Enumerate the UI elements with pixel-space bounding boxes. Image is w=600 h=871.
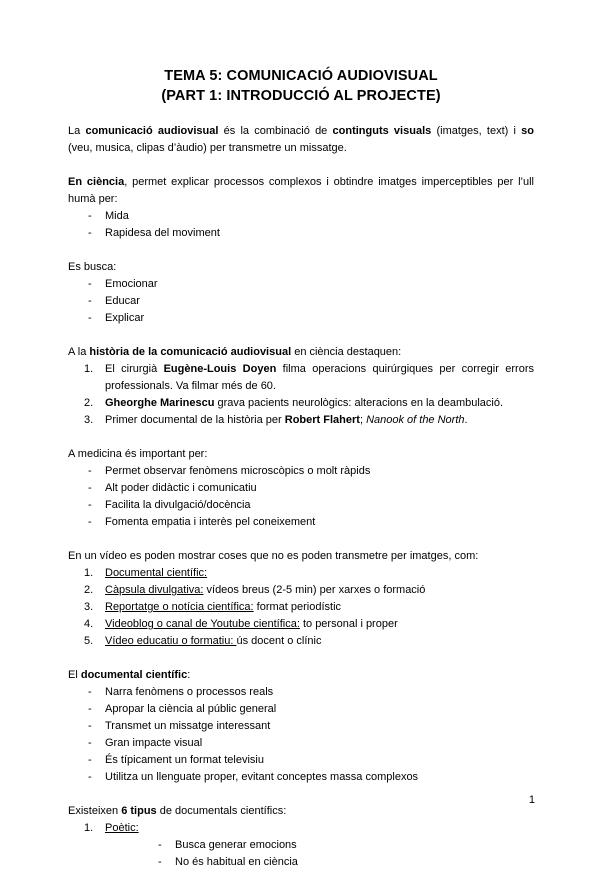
- list-item: - Busca generar emocions: [105, 837, 534, 854]
- intro-text-2: és la combinació de: [218, 125, 333, 137]
- types-list: [68, 820, 534, 871]
- item-italic: Nanook of the North: [366, 414, 465, 426]
- page-number: 1: [528, 794, 535, 806]
- history-list: [68, 361, 534, 429]
- item-bold: Gheorghe Marinescu: [105, 397, 215, 409]
- goals-lead: Es busca:: [68, 261, 117, 273]
- intro-bold-2: continguts visuals: [332, 125, 432, 137]
- documentary-lead: [68, 667, 534, 684]
- documentary-bold-1: documental científic: [80, 669, 188, 681]
- item-underlined: Poètic:: [105, 822, 139, 834]
- item-post: ;: [359, 414, 367, 426]
- list-item: - Mida: [68, 208, 534, 225]
- spacer: [68, 327, 534, 344]
- item-bold: Robert Flahert: [284, 414, 360, 426]
- list-item: [68, 565, 534, 582]
- document-content: [68, 66, 534, 871]
- list-item: [68, 820, 534, 871]
- medicine-list: [68, 463, 534, 531]
- spacer: [68, 157, 534, 174]
- item-post: grava pacients neurològics: alteracions en la deambulació.: [214, 397, 504, 409]
- science-text: , permet explicar processos complexos i obtindre imatges imperceptibles per l’ull humà per:: [68, 176, 534, 205]
- list-item: - Permet observar fenòmens microscòpics o molt ràpids: [68, 463, 534, 480]
- science-bold-lead: En ciència: [68, 176, 125, 188]
- item-tail: .: [464, 414, 468, 426]
- types-text-1: Existeixen: [68, 805, 122, 817]
- types-lead: [68, 803, 534, 820]
- list-item: [68, 599, 534, 616]
- intro-bold-3: so: [521, 125, 534, 137]
- intro-text-3: (imatges, text) i: [431, 125, 522, 137]
- list-item: - Alt poder didàctic i comunicatiu: [68, 480, 534, 497]
- documentary-list: [68, 684, 534, 786]
- intro-paragraph: [68, 123, 534, 157]
- science-list: [68, 208, 534, 242]
- history-text-2: en ciència destaquen:: [291, 346, 402, 358]
- item-underlined: Vídeo educatiu o formatiu:: [105, 635, 237, 647]
- list-item: - Utilitza un llenguate proper, evitant conceptes massa complexos: [68, 769, 534, 786]
- documentary-text-1: El: [68, 669, 81, 681]
- item-underlined: Càpsula divulgativa:: [105, 584, 204, 596]
- list-item: - Emocionar: [68, 276, 534, 293]
- title-line-2: (PART 1: INTRODUCCIÓ AL PROJECTE): [161, 88, 441, 104]
- list-item: - Facilita la divulgació/docència: [68, 497, 534, 514]
- item-rest: vídeos breus (2-5 min) per xarxes o formació: [203, 584, 426, 596]
- item-underlined: Reportatge o notícia científica:: [105, 601, 254, 613]
- item-rest: to personal i proper: [299, 618, 398, 630]
- spacer: [68, 650, 534, 667]
- list-item: [68, 616, 534, 633]
- intro-text-4: (veu, musica, clipas d’àudio) per transmetre un missatge.: [68, 142, 347, 154]
- item-rest: ús docent o clínic: [236, 635, 322, 647]
- item-pre: El cirurgià: [105, 363, 164, 375]
- medicine-lead: A medicina és important per:: [68, 448, 208, 460]
- title-line-1: TEMA 5: COMUNICACIÓ AUDIOVISUAL: [164, 68, 438, 84]
- page-title: [68, 66, 534, 106]
- types-bold-1: 6 tipus: [121, 805, 157, 817]
- list-item: - Narra fenòmens o processos reals: [68, 684, 534, 701]
- list-item: - Gran impacte visual: [68, 735, 534, 752]
- item-underlined: Documental científic:: [105, 567, 208, 579]
- list-item: - Fomenta empatia i interès pel coneixement: [68, 514, 534, 531]
- history-text-1: A la: [68, 346, 90, 358]
- list-item: [68, 633, 534, 650]
- list-item: - Rapidesa del moviment: [68, 225, 534, 242]
- spacer: [68, 531, 534, 548]
- goals-list: [68, 276, 534, 327]
- science-paragraph: [68, 174, 534, 208]
- list-item: - Transmet un missatge interessant: [68, 718, 534, 735]
- spacer: [68, 786, 534, 803]
- item-pre: Primer documental de la història per: [105, 414, 285, 426]
- item-underlined: Videoblog o canal de Youtube científica:: [105, 618, 300, 630]
- item-post: filma operacions quirúrgiques per corregir errors professionals. Va filmar més de 60.: [105, 363, 534, 392]
- history-lead: [68, 344, 534, 361]
- list-item: [68, 412, 534, 429]
- list-item: [68, 582, 534, 599]
- spacer: [68, 242, 534, 259]
- video-formats-lead: En un vídeo es poden mostrar coses que no es poden transmetre per imatges, com:: [68, 550, 479, 562]
- spacer: [68, 106, 534, 123]
- list-item: [68, 395, 534, 412]
- intro-text-1: La: [68, 125, 86, 137]
- item-rest: format periodístic: [253, 601, 342, 613]
- documentary-text-2: :: [187, 669, 191, 681]
- list-item: - Educar: [68, 293, 534, 310]
- video-formats-list: [68, 565, 534, 650]
- history-bold-1: història de la comunicació audiovisual: [89, 346, 292, 358]
- intro-bold-1: comunicació audiovisual: [85, 125, 219, 137]
- list-item: - Apropar la ciència al públic general: [68, 701, 534, 718]
- spacer: [68, 429, 534, 446]
- item-bold: Eugène-Louis Doyen: [163, 363, 277, 375]
- list-item: - Explicar: [68, 310, 534, 327]
- list-item: - És típicament un format televisiu: [68, 752, 534, 769]
- types-text-2: de documentals científics:: [156, 805, 287, 817]
- types-sublist: [105, 837, 534, 871]
- list-item: [68, 361, 534, 395]
- list-item: - No és habitual en ciència: [105, 854, 534, 871]
